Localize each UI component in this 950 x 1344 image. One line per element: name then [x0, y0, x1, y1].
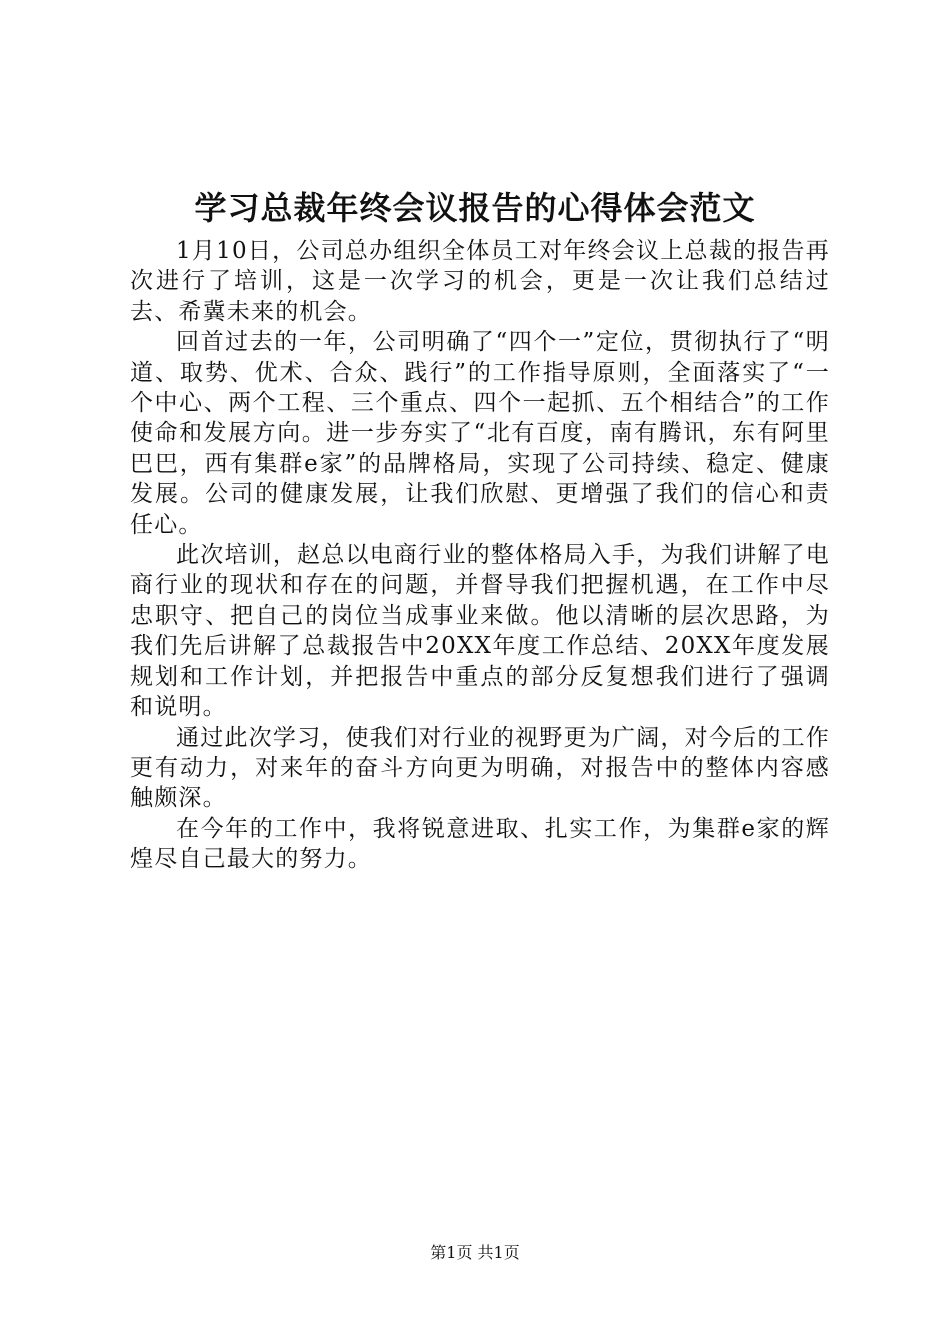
document-body: [130, 236, 830, 875]
paragraph-2: 回首过去的一年，公司明确了“四个一”定位，贯彻执行了“明道、取势、优术、合众、践行”的工作指导原则，全面落实了“一个中心、两个工程、三个重点、四个一起抓、五个相结合”的工作使命和发展方向。进一步夯实了“北有百度，南有腾讯，东有阿里巴巴，西有集群e家”的品牌格局，实现了公司持续、稳定、健康发展。公司的健康发展，让我们欣慰、更增强了我们的信心和责任心。: [130, 329, 830, 538]
document-title: 学习总裁年终会议报告的心得体会范文: [194, 189, 756, 227]
paragraph-5: 在今年的工作中，我将锐意进取、扎实工作，为集群e家的辉煌尽自己最大的努力。: [130, 815, 830, 873]
paragraph-4: 通过此次学习，使我们对行业的视野更为广阔，对今后的工作更有动力，对来年的奋斗方向更为明确，对报告中的整体内容感触颇深。: [130, 724, 830, 812]
page-footer: 第1页 共1页: [430, 1243, 520, 1262]
paragraph-1: 1月10日，公司总办组织全体员工对年终会议上总裁的报告再次进行了培训，这是一次学习的机会，更是一次让我们总结过去、希冀未来的机会。: [130, 238, 830, 325]
paragraph-3: 此次培训，赵总以电商行业的整体格局入手，为我们讲解了电商行业的现状和存在的问题，并督导我们把握机遇，在工作中尽忠职守、把自己的岗位当成事业来做。他以清晰的层次思路，为我们先后讲解了总裁报告中20XX年度工作总结、20XX年度发展规划和工作计划，并把报告中重点的部分反复想我们进行了强调和说明。: [130, 542, 830, 721]
